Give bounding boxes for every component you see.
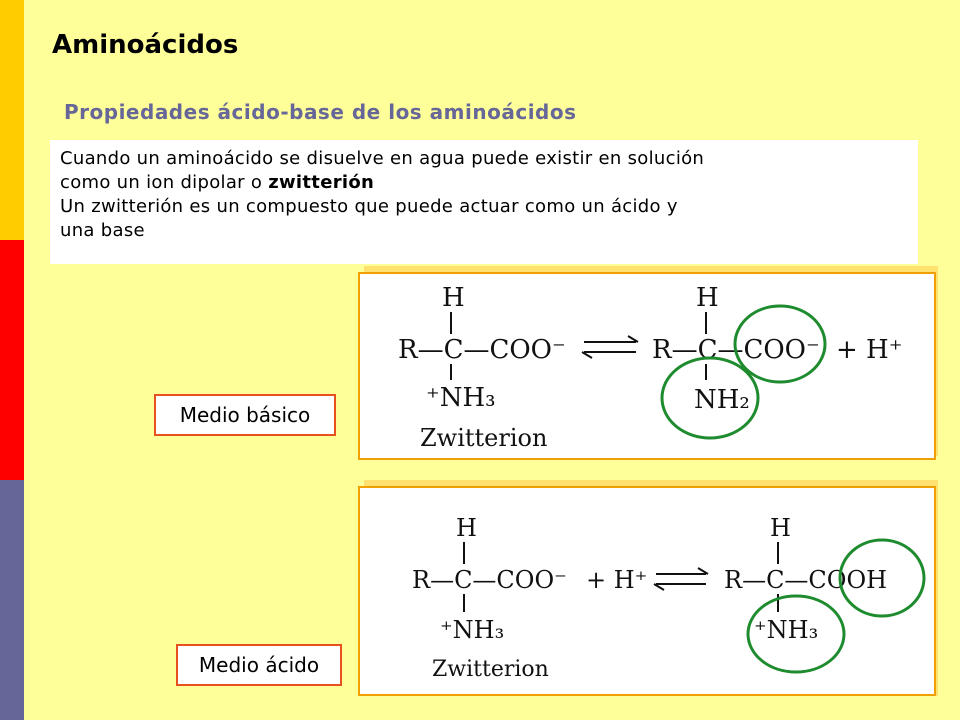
- zwitterion-term: zwitterión: [268, 172, 375, 193]
- accent-bar-blue: [0, 480, 24, 720]
- left-bottom: ⁺NH₃: [426, 383, 496, 413]
- reaction-basic-panel: [358, 272, 936, 460]
- medium-acid-label: Medio ácido: [176, 644, 342, 686]
- right-center: R—C—COO⁻: [652, 335, 820, 365]
- left-bottom: ⁺NH₃: [440, 616, 505, 644]
- left-center: R—C—COO⁻: [398, 335, 566, 365]
- accent-bar-yellow: [0, 0, 24, 240]
- left-top-h: H: [442, 283, 465, 313]
- medium-basic-label: Medio básico: [154, 394, 336, 436]
- left-top-h: H: [456, 514, 477, 542]
- paragraph-line-1: Cuando un aminoácido se disuelve en agua puede existir en solución: [60, 148, 705, 169]
- paragraph-line-4: una base: [60, 220, 145, 241]
- right-top-h: H: [696, 283, 719, 313]
- right-extra: + H⁺: [836, 335, 903, 365]
- accent-bar-red: [0, 240, 24, 480]
- right-bottom: NH₂: [694, 385, 750, 415]
- caption-zwitterion: Zwitterion: [432, 657, 549, 682]
- page-title: Aminoácidos: [52, 30, 239, 60]
- left-center: R—C—COO⁻: [412, 566, 567, 594]
- page-subtitle: Propiedades ácido-base de los aminoácidos: [64, 100, 577, 124]
- reaction-acid-diagram: [360, 488, 934, 694]
- right-top-h: H: [770, 514, 791, 542]
- caption-zwitterion: Zwitterion: [420, 424, 548, 452]
- paragraph-line-2: como un ion dipolar o zwitterión: [60, 172, 375, 193]
- reaction-basic-diagram: [360, 274, 934, 458]
- right-bottom: ⁺NH₃: [754, 616, 819, 644]
- reaction-acid-panel: [358, 486, 936, 696]
- left-extra: + H⁺: [586, 566, 648, 594]
- paragraph-line-3: Un zwitterión es un compuesto que puede actuar como un ácido y: [60, 196, 678, 217]
- right-center: R—C—COOH: [724, 566, 888, 594]
- intro-paragraph: [50, 140, 918, 264]
